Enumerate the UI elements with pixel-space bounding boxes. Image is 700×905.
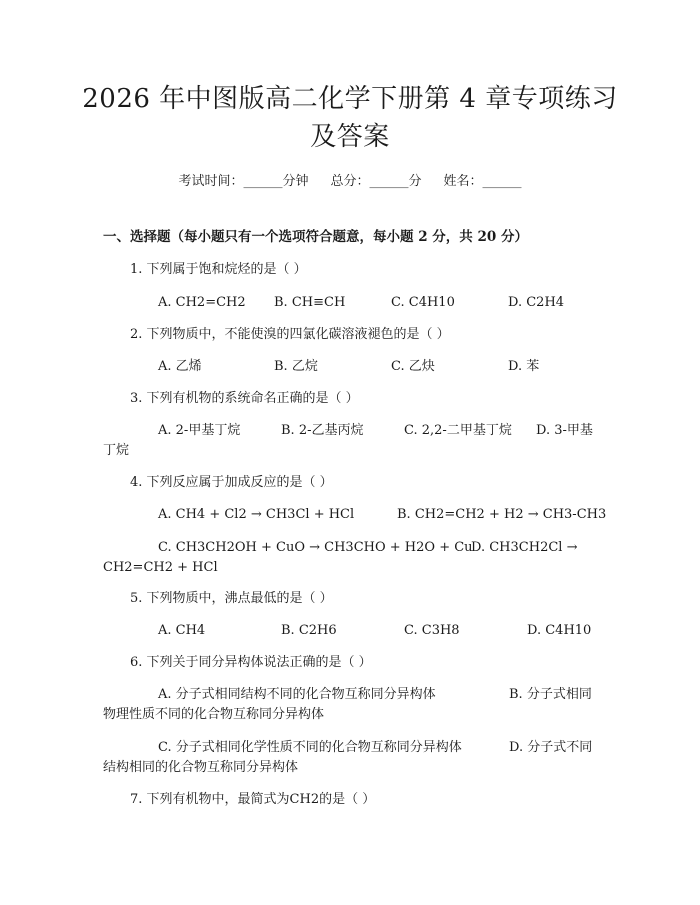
exam-info xyxy=(0,170,700,189)
question-6-option-d: D. 分子式不同 xyxy=(509,740,593,755)
question-4-wrap: CH2=CH2 + HCl xyxy=(103,560,218,575)
question-7-stem: 7. 下列有机物中，最简式为CH2的是（ ） xyxy=(130,792,376,807)
question-6-wrap-d: 结构相同的化合物互称同分异构体 xyxy=(103,760,299,775)
section-heading: 一、选择题（每小题只有一个选项符合题意，每小题 2 分，共 20 分） xyxy=(103,229,528,245)
question-6-option-b: B. 分子式相同 xyxy=(509,687,592,702)
question-4-option-b: B. CH2=CH2 + H2 → CH3-CH3 xyxy=(397,507,607,522)
question-6-option-a: A. 分子式相同结构不同的化合物互称同分异构体 xyxy=(158,687,436,702)
exam-name: 姓名：______ xyxy=(443,174,522,189)
question-2-option-d: D. 苯 xyxy=(508,359,540,374)
question-3-option-a: A. 2-甲基丁烷 xyxy=(158,423,241,438)
title-line-2: 及答案 xyxy=(310,122,390,152)
question-6-wrap-b: 物理性质不同的化合物互称同分异构体 xyxy=(103,707,325,722)
question-3-option-d: D. 3-甲基 xyxy=(536,423,593,438)
question-6-stem: 6. 下列关于同分异构体说法正确的是（ ） xyxy=(130,655,372,670)
question-5-option-c: C. C3H8 xyxy=(404,623,460,638)
question-6-option-c: C. 分子式相同化学性质不同的化合物互称同分异构体 xyxy=(158,740,462,755)
exam-time: 考试时间：______分钟 xyxy=(178,174,309,189)
question-1-option-b: B. CH≡CH xyxy=(274,295,346,310)
question-5-stem: 5. 下列物质中，沸点最低的是（ ） xyxy=(130,591,333,606)
question-1-option-a: A. CH2=CH2 xyxy=(158,295,246,310)
question-5-option-a: A. CH4 xyxy=(158,623,206,638)
question-2-option-c: C. 乙炔 xyxy=(391,359,435,374)
question-5-option-d: D. C4H10 xyxy=(527,623,592,638)
question-1-option-c: C. C4H10 xyxy=(391,295,455,310)
question-3-stem: 3. 下列有机物的系统命名正确的是（ ） xyxy=(130,391,359,406)
question-4-stem: 4. 下列反应属于加成反应的是（ ） xyxy=(130,475,333,490)
title-line-1: 2026 年中图版高二化学下册第 4 章专项练习 xyxy=(82,84,618,114)
question-4-option-a: A. CH4 + Cl2 → CH3Cl + HCl xyxy=(158,507,355,522)
question-2-option-a: A. 乙烯 xyxy=(158,359,202,374)
question-1-stem: 1. 下列属于饱和烷烃的是（ ） xyxy=(130,262,307,277)
question-2-stem: 2. 下列物质中，不能使溴的四氯化碳溶液褪色的是（ ） xyxy=(130,327,450,342)
question-4-option-c: C. CH3CH2OH + CuO → CH3CHO + H2O + Cu xyxy=(158,540,473,555)
question-2-option-b: B. 乙烷 xyxy=(274,359,318,374)
question-3-option-b: B. 2-乙基丙烷 xyxy=(281,423,364,438)
exam-score: 总分：______分 xyxy=(330,174,422,189)
question-1-option-d: D. C2H4 xyxy=(508,295,565,310)
question-5-option-b: B. C2H6 xyxy=(281,623,337,638)
question-3-wrap: 丁烷 xyxy=(103,443,130,458)
document-title xyxy=(60,80,640,156)
question-4-option-d: D. CH3CH2Cl → xyxy=(471,540,578,555)
question-3-option-c: C. 2,2-二甲基丁烷 xyxy=(404,423,512,438)
